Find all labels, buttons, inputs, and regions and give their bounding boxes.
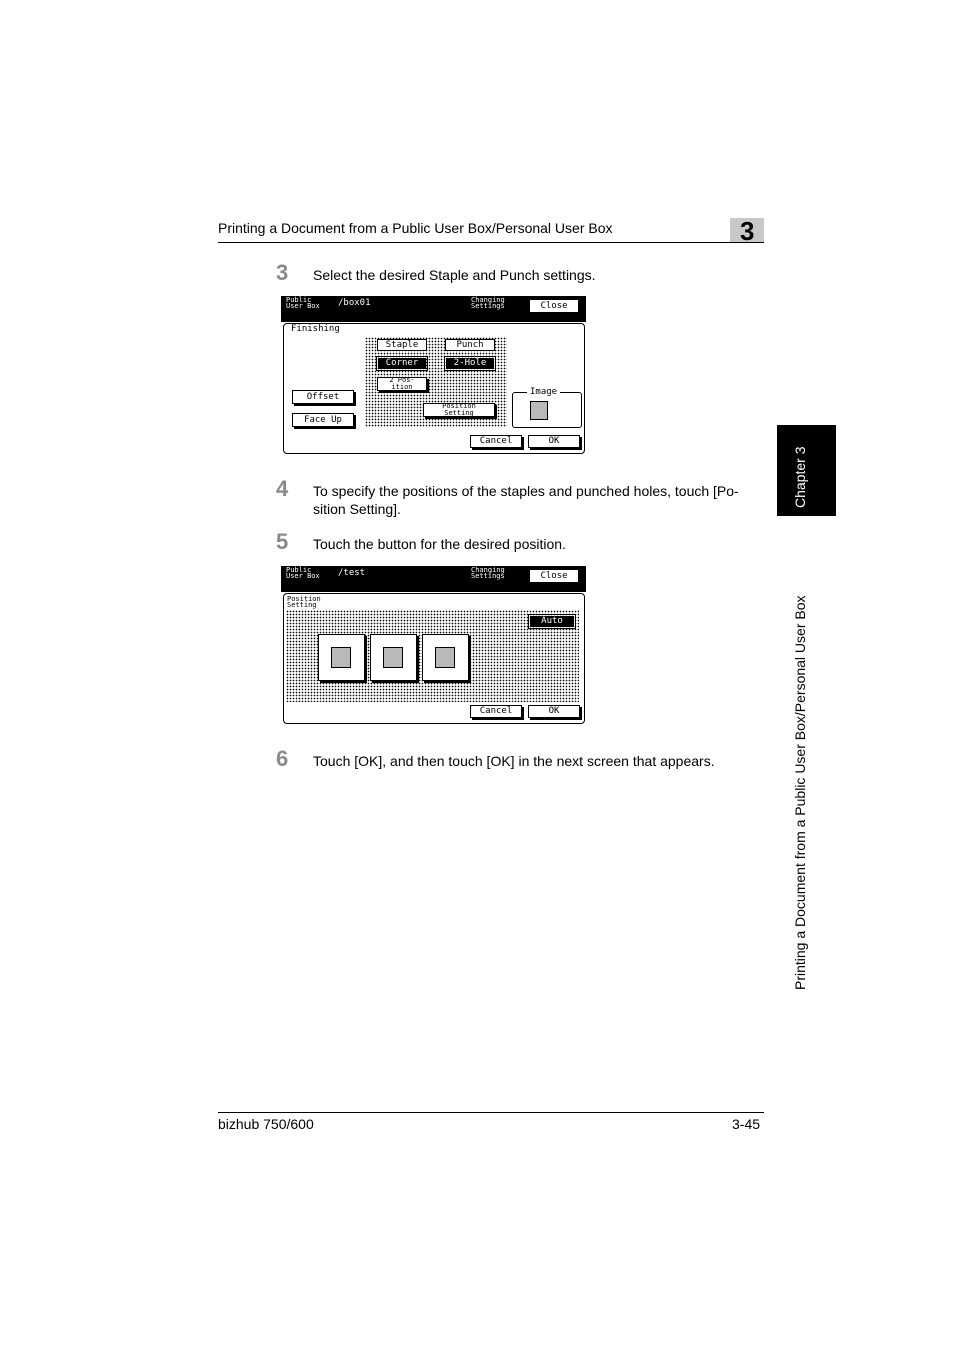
header-rule [218,242,764,243]
step-text: sition Setting]. [313,501,401,517]
section-label-2: Setting [287,601,317,609]
header-title: Printing a Document from a Public User Box/Personal User Box [218,220,613,236]
position-3-icon [435,647,455,668]
step-number: 6 [276,746,289,771]
face-up-button[interactable]: Face Up [292,413,354,427]
offset-button[interactable]: Offset [292,390,354,404]
mode-label-1: Public [286,296,312,304]
changing-label-1: Changing [471,566,505,574]
ok-button[interactable]: OK [528,705,580,718]
changing-label-2: Settings [471,572,505,580]
chapter-number: 3 [740,216,755,246]
staple-corner-button[interactable]: Corner [378,358,426,369]
mode-label-2: User Box [286,302,320,310]
footer-rule [218,1112,764,1113]
step-text: To specify the positions of the staples and punched holes, touch [Po- [313,483,739,499]
mode-label-1: Public [286,566,312,574]
step-text: Touch the button for the desired position. [313,536,566,552]
two-pos-line-2: ition [391,383,413,391]
section-tab-label: Printing a Document from a Public User Box/Personal User Box [792,595,808,990]
box-path: /box01 [338,298,371,308]
position-option-1[interactable] [318,634,365,681]
step-number: 5 [276,529,289,554]
chapter-tab-label: Chapter 3 [792,446,808,508]
finishing-preview-icon [530,401,548,420]
box-path: /test [338,568,366,578]
punch-2-hole-button[interactable]: 2-Hole [446,358,494,369]
close-button[interactable]: Close [529,569,579,583]
step-number: 4 [276,476,289,501]
section-label: Finishing [291,324,340,334]
staple-2-position-button[interactable] [377,377,427,391]
ok-button[interactable]: OK [528,435,580,448]
step-text: Select the desired Staple and Punch settings. [313,267,596,283]
footer-model: bizhub 750/600 [218,1116,314,1132]
cancel-button[interactable]: Cancel [470,435,522,448]
step-number: 3 [276,260,289,285]
close-button[interactable]: Close [529,299,579,313]
staple-header: Staple [377,339,427,351]
position-1-icon [331,647,351,668]
position-2-icon [383,647,403,668]
finishing-screen [281,296,586,455]
position-setting-screen [281,566,586,725]
changing-label-1: Changing [471,296,505,304]
position-option-3[interactable] [422,634,469,681]
footer-page-number: 3-45 [732,1116,761,1132]
position-line-1: Position [442,402,476,410]
section-label-1: Position [287,595,321,603]
cancel-button[interactable]: Cancel [470,705,522,718]
mode-label-2: User Box [286,572,320,580]
position-option-2[interactable] [370,634,417,681]
auto-button[interactable]: Auto [530,616,574,627]
position-setting-button[interactable] [423,403,495,417]
image-label: Image [527,387,560,397]
step-text: Touch [OK], and then touch [OK] in the next screen that appears. [313,753,715,769]
punch-header: Punch [445,339,495,351]
two-pos-line-1: 2 Pos- [389,376,415,384]
changing-label-2: Settings [471,302,505,310]
position-line-2: Setting [444,409,474,417]
